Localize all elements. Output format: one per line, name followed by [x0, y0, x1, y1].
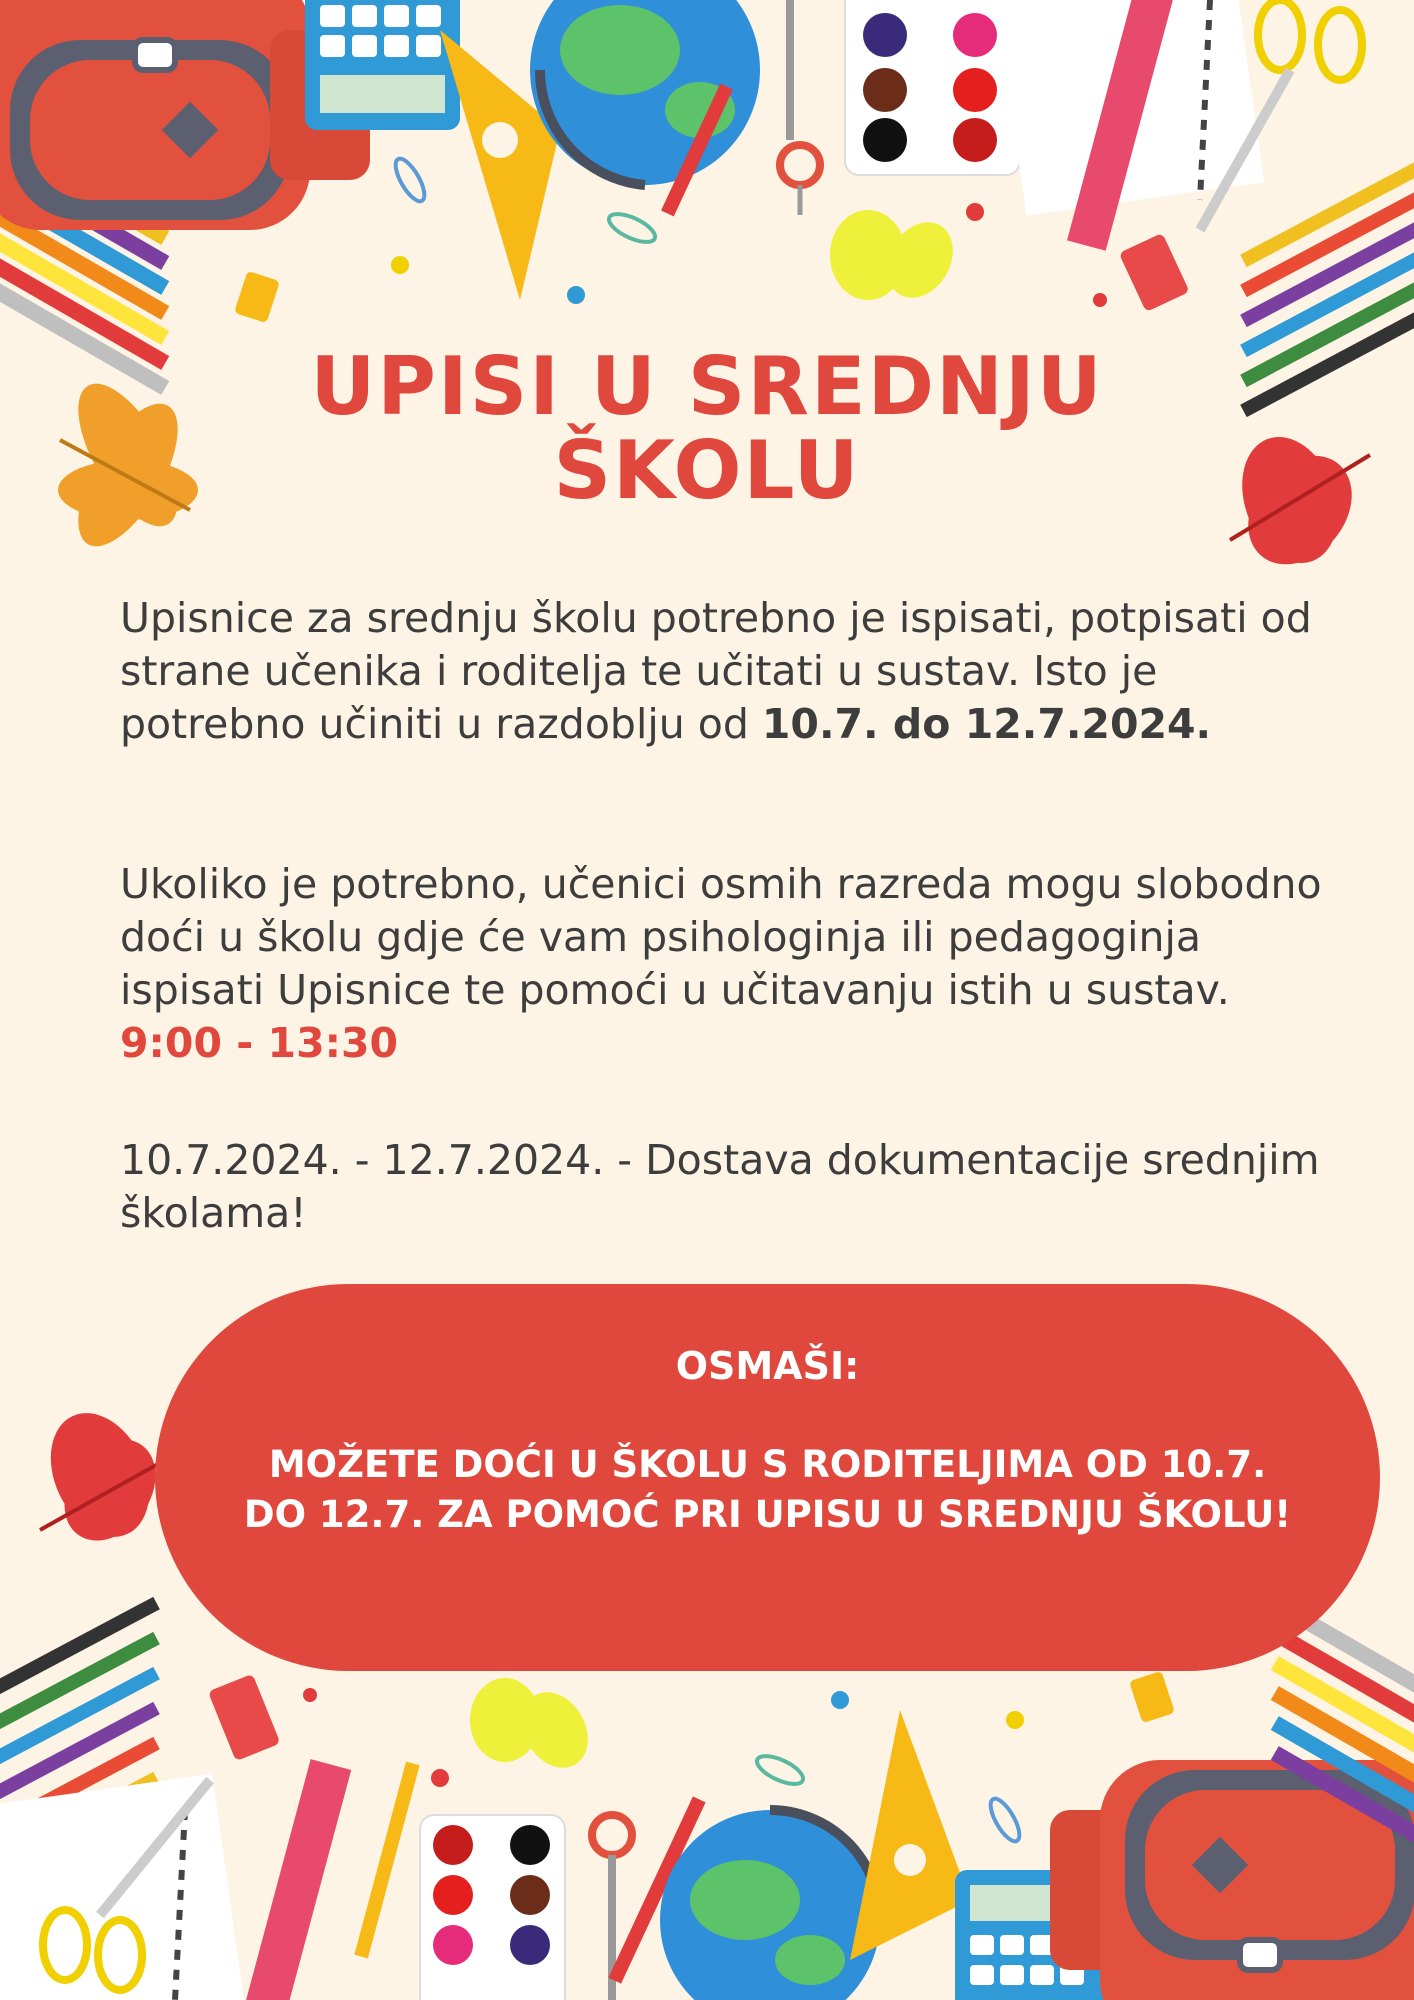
leaf-icon [470, 1678, 601, 1780]
paint-palette-icon [420, 1815, 565, 2000]
push-pin-icon [966, 203, 984, 221]
title-line-2: ŠKOLU [553, 424, 861, 517]
paperclip-icon [753, 1750, 807, 1789]
sharpener-icon [1129, 1671, 1175, 1723]
push-pin-icon [303, 1688, 317, 1702]
title-line-1: UPISI U SREDNJU [310, 340, 1104, 433]
school-assistance-paragraph [120, 858, 1340, 1070]
calculator-icon [305, 0, 460, 130]
globe-icon [660, 1810, 880, 2000]
push-pin-icon [831, 1691, 849, 1709]
school-assistance-text: Ukoliko je potrebno, učenici osmih razreda mogu slobodno doći u školu gdje će vam psihologinja ili pedagoginja ispisati Upisnice te pomoći u učitavanju istih u sustav. [120, 860, 1322, 1014]
enrollment-dates: 10.7. do 12.7.2024. [761, 700, 1212, 748]
ruler-icon [241, 1759, 351, 2000]
enrollment-instructions-paragraph [120, 592, 1340, 751]
paperclip-icon [985, 1795, 1025, 1846]
push-pin-icon [1093, 293, 1107, 307]
office-hours: 9:00 - 13:30 [120, 1019, 399, 1067]
compass-icon [780, 0, 820, 215]
paperclip-icon [605, 208, 659, 247]
sharpener-icon [234, 271, 280, 323]
eraser-icon [1119, 233, 1190, 312]
enrollment-instructions-text: Upisnice za srednju školu potrebno je ispisati, potpisati od strane učenika i roditelja te učitati u sustav. Isto je potrebno učiniti u razdoblju od [120, 594, 1312, 748]
paint-palette-icon [845, 0, 1020, 175]
push-pin-icon [1006, 1711, 1024, 1729]
notice-heading: OSMAŠI: [675, 1344, 860, 1388]
triangle-ruler-icon [850, 1710, 970, 1960]
leaf-icon [32, 1397, 175, 1558]
document-delivery-paragraph [120, 1134, 1340, 1240]
page-title [0, 340, 1414, 517]
push-pin-icon [391, 256, 409, 274]
push-pin-icon [567, 286, 585, 304]
document-delivery-text: 10.7.2024. - 12.7.2024. - Dostava dokumentacije srednjim školama! [120, 1136, 1320, 1237]
eraser-icon [208, 1674, 281, 1762]
paperclip-icon [390, 155, 430, 206]
notice-text: MOŽETE DOĆI U ŠKOLU S RODITELJIMA OD 10.7. DO 12.7. ZA POMOĆ PRI UPISU U SREDNJU ŠKOLU! [243, 1443, 1292, 1536]
leaf-icon [830, 210, 966, 310]
push-pin-icon [431, 1769, 449, 1787]
